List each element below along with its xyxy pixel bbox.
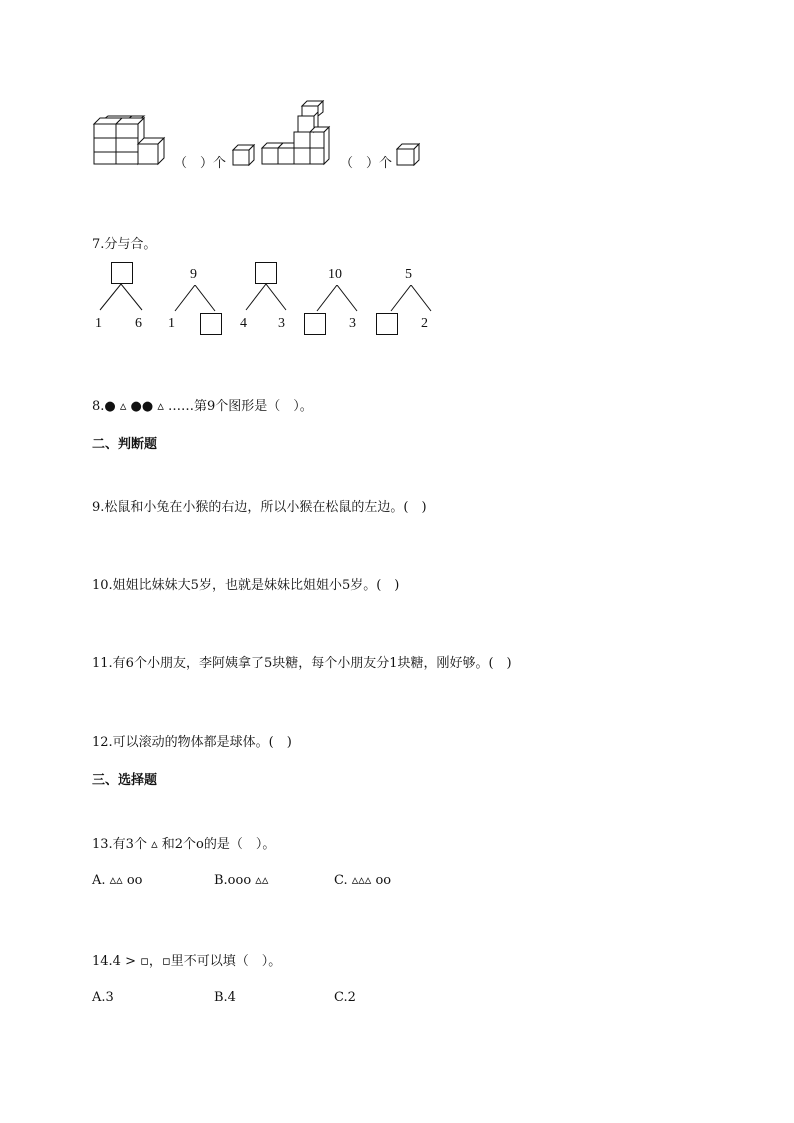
tree-4-top: 10 <box>328 267 342 282</box>
tree-3-top-box[interactable] <box>255 262 277 284</box>
question-13-option-a[interactable]: A. ▵▵ oo <box>92 873 143 888</box>
section-3-title: 三、选择题 <box>92 773 158 788</box>
tree-4-branches <box>314 285 360 313</box>
tree-5-branches <box>388 285 434 313</box>
tree-1-branches <box>96 284 146 312</box>
cube-figure-1 <box>92 114 170 166</box>
tree-5-right: 2 <box>421 316 428 331</box>
section-2-title: 二、判断题 <box>92 437 158 452</box>
cube-count-blank-2[interactable]: （ ）个 <box>340 156 393 171</box>
tree-5-left-box[interactable] <box>376 313 398 335</box>
question-9: 9.松鼠和小兔在小猴的右边，所以小猴在松鼠的左边。( ) <box>92 500 427 515</box>
tree-5-top: 5 <box>405 267 412 282</box>
question-14: 14.4 > ▫，▫里不可以填（ ）。 <box>92 954 282 969</box>
question-13-option-c[interactable]: C. ▵▵▵ oo <box>334 873 392 888</box>
tree-2-top: 9 <box>190 267 197 282</box>
tree-3-left: 4 <box>240 316 247 331</box>
question-13: 13.有3个 ▵ 和2个o的是（ ）。 <box>92 837 276 852</box>
tree-1-left: 1 <box>95 316 102 331</box>
unit-cube-icon-1 <box>232 144 256 166</box>
tree-1-right: 6 <box>135 316 142 331</box>
question-8: 8.● ▵ ●● ▵ ……第9个图形是（ ）。 <box>92 399 313 414</box>
tree-3-right: 3 <box>278 316 285 331</box>
tree-1-top-box[interactable] <box>111 262 133 284</box>
unit-cube-icon-2 <box>396 142 420 166</box>
cube-figure-2 <box>260 100 332 166</box>
tree-4-left-box[interactable] <box>304 313 326 335</box>
tree-4-right: 3 <box>349 316 356 331</box>
tree-3-branches <box>242 284 290 312</box>
question-7-title: 7.分与合。 <box>92 237 157 252</box>
tree-2-branches <box>172 285 218 313</box>
question-13-option-b[interactable]: B.ooo ▵▵ <box>214 873 269 888</box>
question-12: 12.可以滚动的物体都是球体。( ) <box>92 735 292 750</box>
tree-2-right-box[interactable] <box>200 313 222 335</box>
cube-count-blank-1[interactable]: （ ）个 <box>174 156 227 171</box>
question-14-option-c[interactable]: C.2 <box>334 990 356 1005</box>
question-10: 10.姐姐比妹妹大5岁，也就是妹妹比姐姐小5岁。( ) <box>92 578 400 593</box>
question-14-option-a[interactable]: A.3 <box>92 990 114 1005</box>
question-14-option-b[interactable]: B.4 <box>214 990 236 1005</box>
tree-2-left: 1 <box>168 316 175 331</box>
question-11: 11.有6个小朋友，李阿姨拿了5块糖，每个小朋友分1块糖，刚好够。( ) <box>92 656 512 671</box>
